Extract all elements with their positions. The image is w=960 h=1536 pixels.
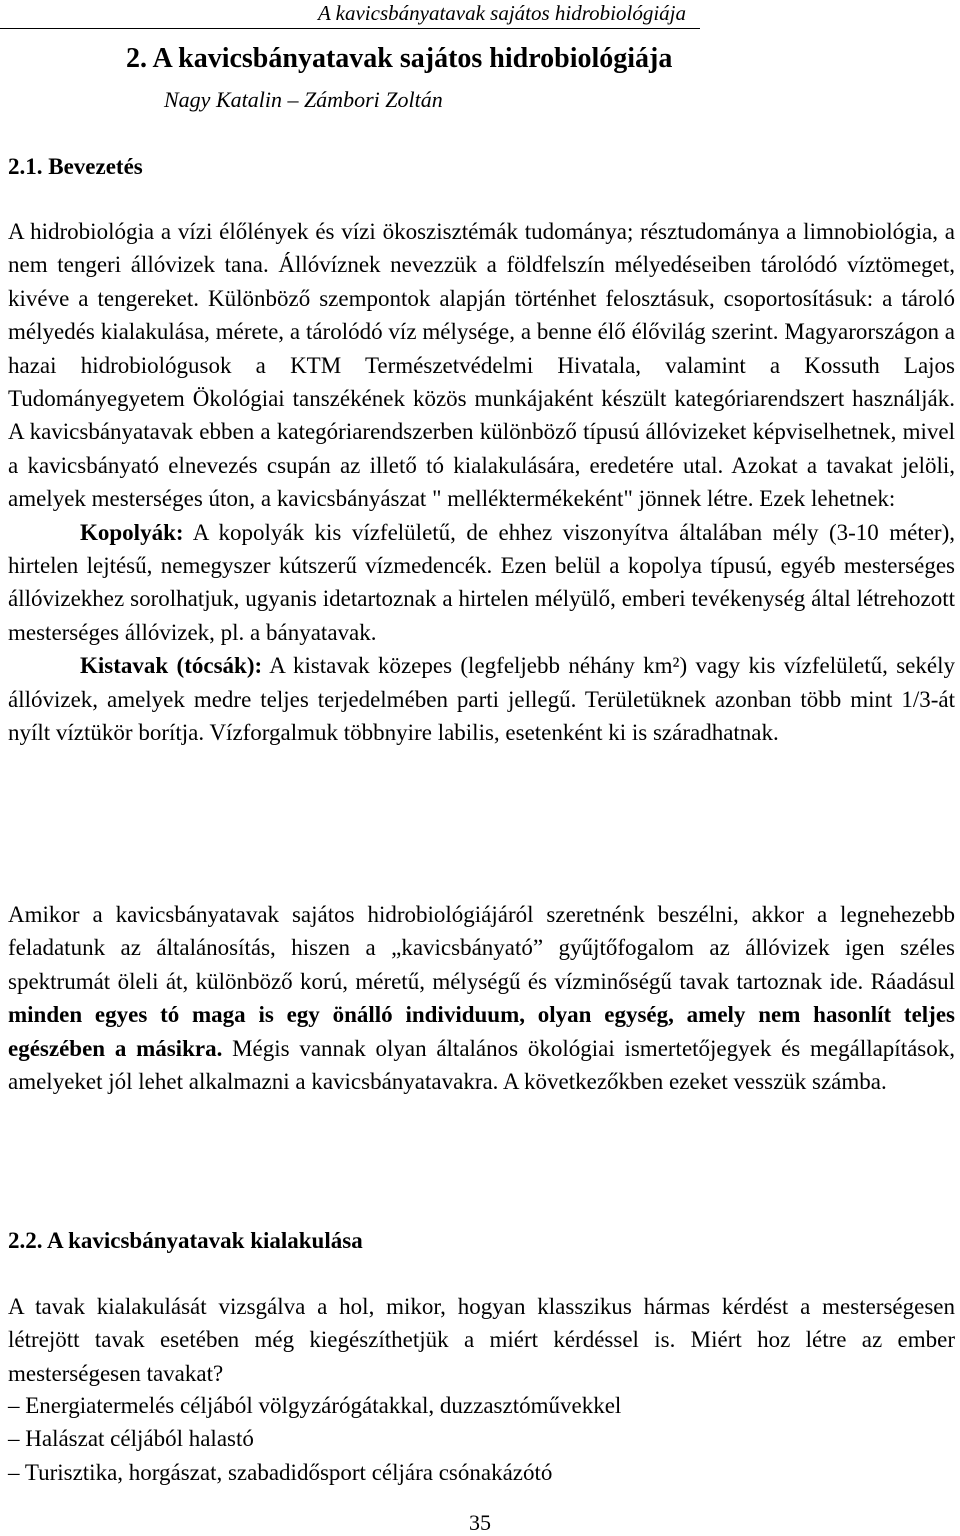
generalization-text-a: Amikor a kavicsbányatavak sajátos hidrobiológiájáról szeretnénk beszélni, akkor a legnehezebb feladatunk az általánosítás, hiszen a „kavicsbányató” gyűjtőfogalom az állóvizek igen széles spektrumát öleli át, különböző korú, méretű, mélységű és vízminőségű tavak tartoznak ide. Ráadásul bbox=[8, 902, 955, 994]
header-rule bbox=[0, 28, 700, 29]
running-header: A kavicsbányatavak sajátos hidrobiológiája bbox=[317, 1, 686, 25]
list-item: – Turisztika, horgászat, szabadidősport céljára csónakázótó bbox=[8, 1459, 553, 1485]
list-item: – Halászat céljából halastó bbox=[8, 1426, 254, 1452]
kistavak-text: A kistavak közepes (legfeljebb néhány km²) vagy kis vízfelületű, sekély állóvizek, amelyek medre teljes terjedelmében parti jellegű. Területüknek azonban több mint 1/3-át nyílt víztükör borítja. Vízforgalmuk többnyire labilis, esetenként ki is száradhatnak. bbox=[8, 653, 955, 746]
formation-body bbox=[8, 1290, 955, 1390]
introduction-body bbox=[8, 215, 955, 750]
page-number: 35 bbox=[469, 1510, 491, 1535]
kopolyak-text: A kopolyák kis vízfelületű, de ehhez viszonyítva általában mély (3-10 méter), hirtelen lejtésű, nemegyszer kútszerű vízmedencék. Ezen belül a kopolya típusú, egyéb mesterséges állóvizekhez sorolhatjuk, ugyanis idetartoznak a hirtelen mélyülő, emberi tevékenység által létrehozott mesterséges állóvizek, pl. a bányatavak. bbox=[8, 519, 955, 645]
kopolyak-term: Kopolyák: bbox=[80, 519, 184, 545]
section-title-formation: 2.2. A kavicsbányatavak kialakulása bbox=[8, 1228, 363, 1253]
intro-paragraph-text: A hidrobiológia a vízi élőlények és vízi ökoszisztémák tudománya; résztudománya a limnobiológia, a nem tengeri állóvizek tana. Állóvíznek nevezzük a földfelszín mélyedéseiben tárolódó víztömeget, kivéve a tengereket. Különböző szempontok alapján történhet felosztásuk, csoportosításuk: a tároló mélyedés kialakulása, mérete, a tárolódó víz mélysége, a benne élő élővilág szerint. Magyarországon a hazai hidrobiológusok a KTM Természetvédelmi Hivatala, valamint a Kossuth Lajos Tudományegyetem Ökológiai tanszékének közös munkájaként készült kategóriarendszert használják. A kavicsbányatavak ebben a kategóriarendszerben különböző típusú állóvizeket képviselhetnek, mivel a kavicsbányató elnevezés csupán az illető tó kialakulására, eredetére utal. Azokat a tavakat jelöli, amelyek mesterséges úton, a kavicsbányászat " melléktermékeként" jönnek létre. Ezek lehetnek: bbox=[8, 219, 955, 512]
chapter-authors: Nagy Katalin – Zámbori Zoltán bbox=[164, 87, 443, 112]
section-title-introduction: 2.1. Bevezetés bbox=[8, 154, 143, 179]
chapter-title: 2. A kavicsbányatavak sajátos hidrobiológiája bbox=[126, 43, 673, 74]
formation-paragraph: A tavak kialakulását vizsgálva a hol, mikor, hogyan klasszikus hármas kérdést a mesterségesen létrejött tavak esetében még kiegészíthetjük a miért kérdéssel is. Miért hoz létre az ember mesterségesen tavakat? bbox=[8, 1294, 955, 1386]
purpose-list bbox=[8, 1389, 955, 1489]
kistavak-term: Kistavak (tócsák): bbox=[80, 653, 263, 679]
intro-paragraph bbox=[8, 215, 955, 516]
generalization-text-b: Mégis vannak olyan általános ökológiai ismertetőjegyek és megállapítások, amelyeket jól lehet alkalmazni a kavicsbányatavakra. A következőkben ezeket vesszük számba. bbox=[8, 1035, 955, 1095]
generalization-body bbox=[8, 898, 955, 1098]
list-item: – Energiatermelés céljából völgyzárógátakkal, duzzasztóművekkel bbox=[8, 1393, 622, 1418]
generalization-emphasis: minden egyes tó maga is egy önálló individuum, olyan egység, amely nem hasonlít teljes egészében a másikra. bbox=[8, 1002, 955, 1061]
kistavak-paragraph bbox=[8, 649, 955, 749]
kopolyak-paragraph bbox=[8, 516, 955, 650]
generalization-paragraph bbox=[8, 898, 955, 1098]
